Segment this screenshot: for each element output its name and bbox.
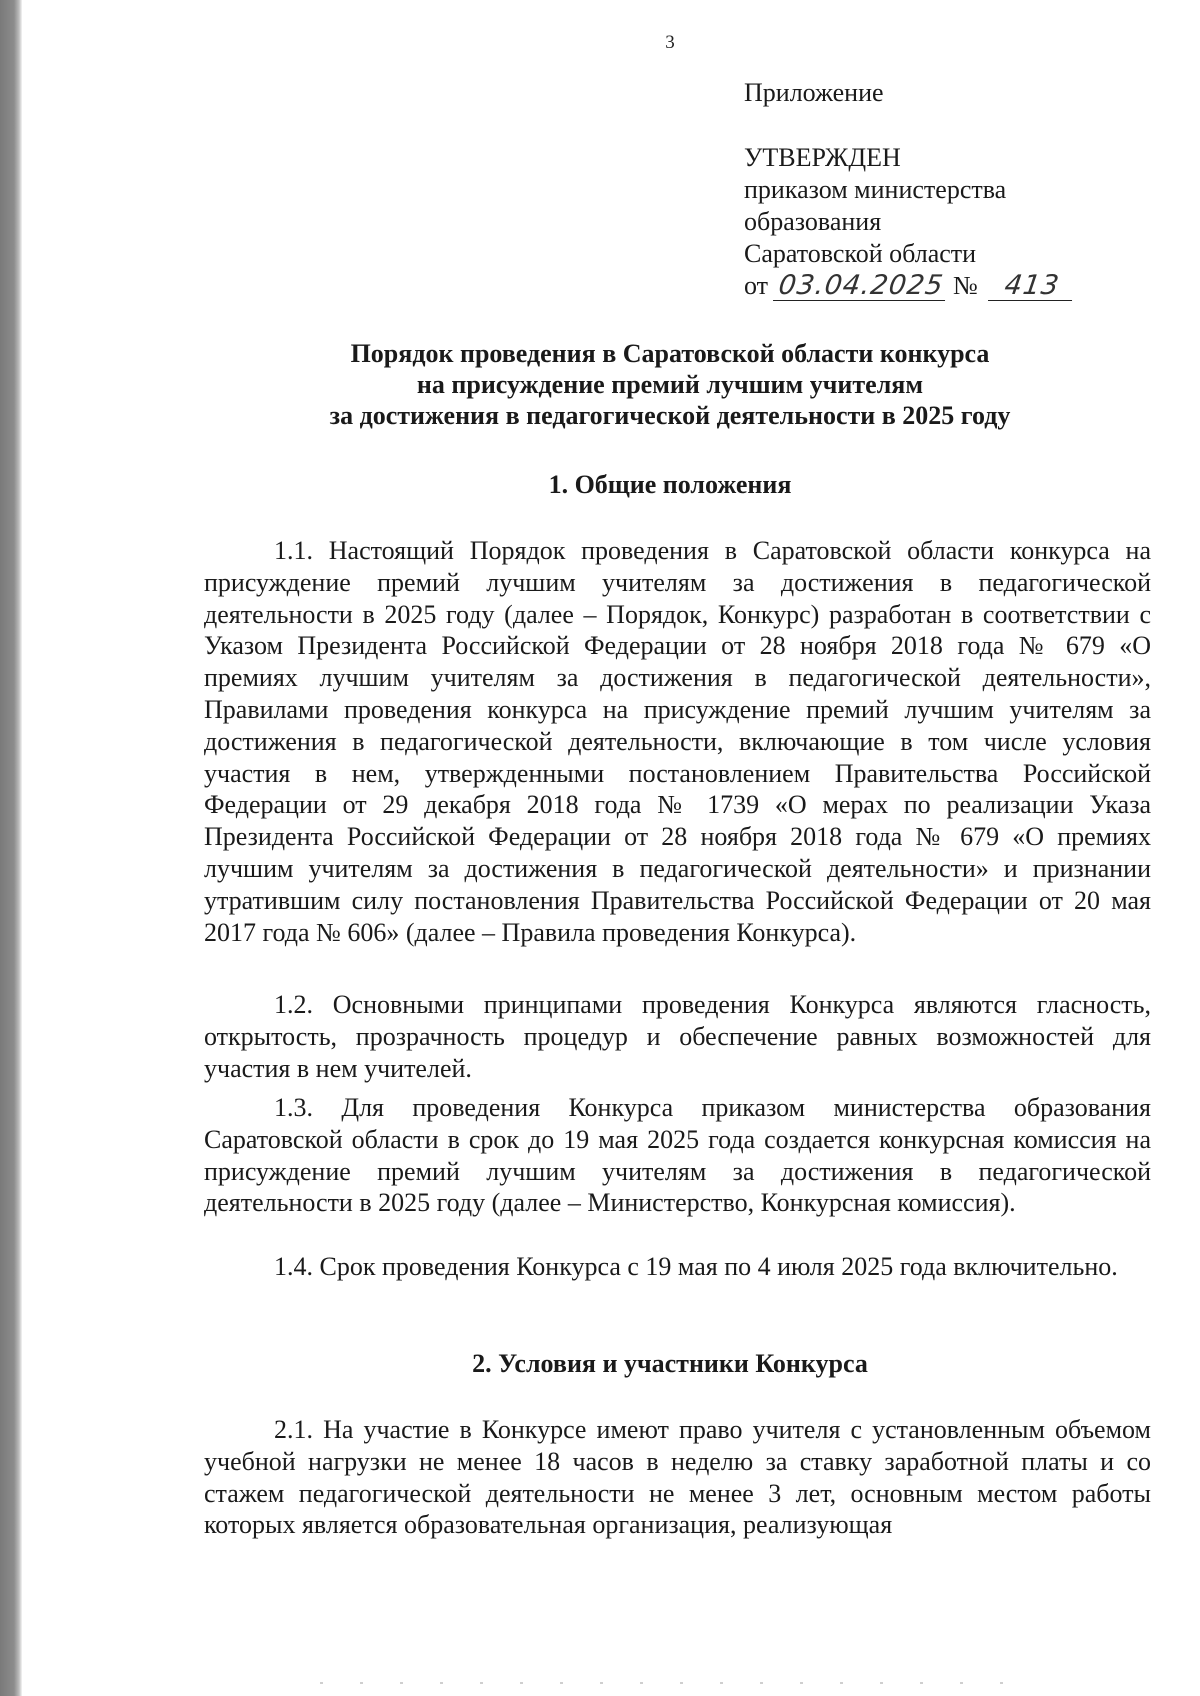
scan-edge-shadow <box>0 0 22 1696</box>
appendix-label: Приложение <box>744 78 884 107</box>
approval-block <box>744 142 1074 302</box>
section-2-heading: 2. Условия и участники Конкурса <box>472 1349 868 1378</box>
number-label: № <box>953 271 978 300</box>
paragraph-1-2: 1.2. Основными принципами проведения Конкурса являются гласность, открытость, прозрачность процедур и обеспечение равных возможностей для участия в нем учителей. <box>204 990 1151 1083</box>
title-line-3: за достижения в педагогической деятельности в 2025 году <box>329 401 1011 430</box>
approval-date-line <box>744 270 1074 302</box>
paragraph-1-4: 1.4. Срок проведения Конкурса с 19 мая по 4 июля 2025 года включительно. <box>274 1252 1118 1281</box>
approval-line-education: образования <box>744 207 882 236</box>
title-line-2: на присуждение премий лучшим учителям <box>416 370 924 399</box>
paragraph-1-1: 1.1. Настоящий Порядок проведения в Саратовской области конкурса на присуждение премий лучшим учителям за достижения в педагогической деятельности в 2025 году (далее – Порядок, Конкурс) разработан в соответствии с Указом Президента Российской Федерации от 28 ноября 2018 года № 679 «О премиях лучшим учителям за достижения в педагогической деятельности», Правилами проведения конкурса на присуждение премий лучшим учителям за достижения в педагогической деятельности, включающие в том числе условия участия в нем, утвержденными постановлением Правительства Российской Федерации от 29 декабря 2018 года № 1739 «О мерах по реализации Указа Президента Российской Федерации от 28 ноября 2018 года № 679 «О премиях лучшим учителям за достижения в педагогической деятельности» и признании утратившим силу постановления Правительства Российской Федерации от 20 мая 2017 года № 606» (далее – Правила проведения Конкурса). <box>204 536 1151 947</box>
approval-line-ministry: приказом министерства <box>744 175 1007 204</box>
title-line-1: Порядок проведения в Саратовской области конкурса <box>350 339 990 368</box>
approval-line-region: Саратовской области <box>744 239 977 268</box>
handwritten-order-number: 413 <box>988 272 1076 301</box>
from-label: от <box>744 271 769 300</box>
section-1-heading: 1. Общие положения <box>548 470 792 499</box>
paragraph-2-1: 2.1. На участие в Конкурсе имеют право учителя с установленным объемом учебной нагрузки не менее 18 часов в неделю за ставку заработной платы и со стажем педагогической деятельности не менее 3 лет, основным местом работы которых является образовательная организация, реализующая <box>204 1415 1151 1540</box>
handwritten-date: 03.04.2025 <box>772 272 948 301</box>
scan-artifact-dots <box>320 1682 1020 1684</box>
paragraph-1-3: 1.3. Для проведения Конкурса приказом министерства образования Саратовской области в срок до 19 мая 2025 года создается конкурсная комиссия на присуждение премий лучшим учителям за достижения в педагогической деятельности в 2025 году (далее – Министерство, Конкурсная комиссия). <box>204 1093 1151 1218</box>
approved-label: УТВЕРЖДЕН <box>744 143 901 172</box>
page-number: 3 <box>665 32 675 53</box>
document-title <box>200 338 1140 431</box>
